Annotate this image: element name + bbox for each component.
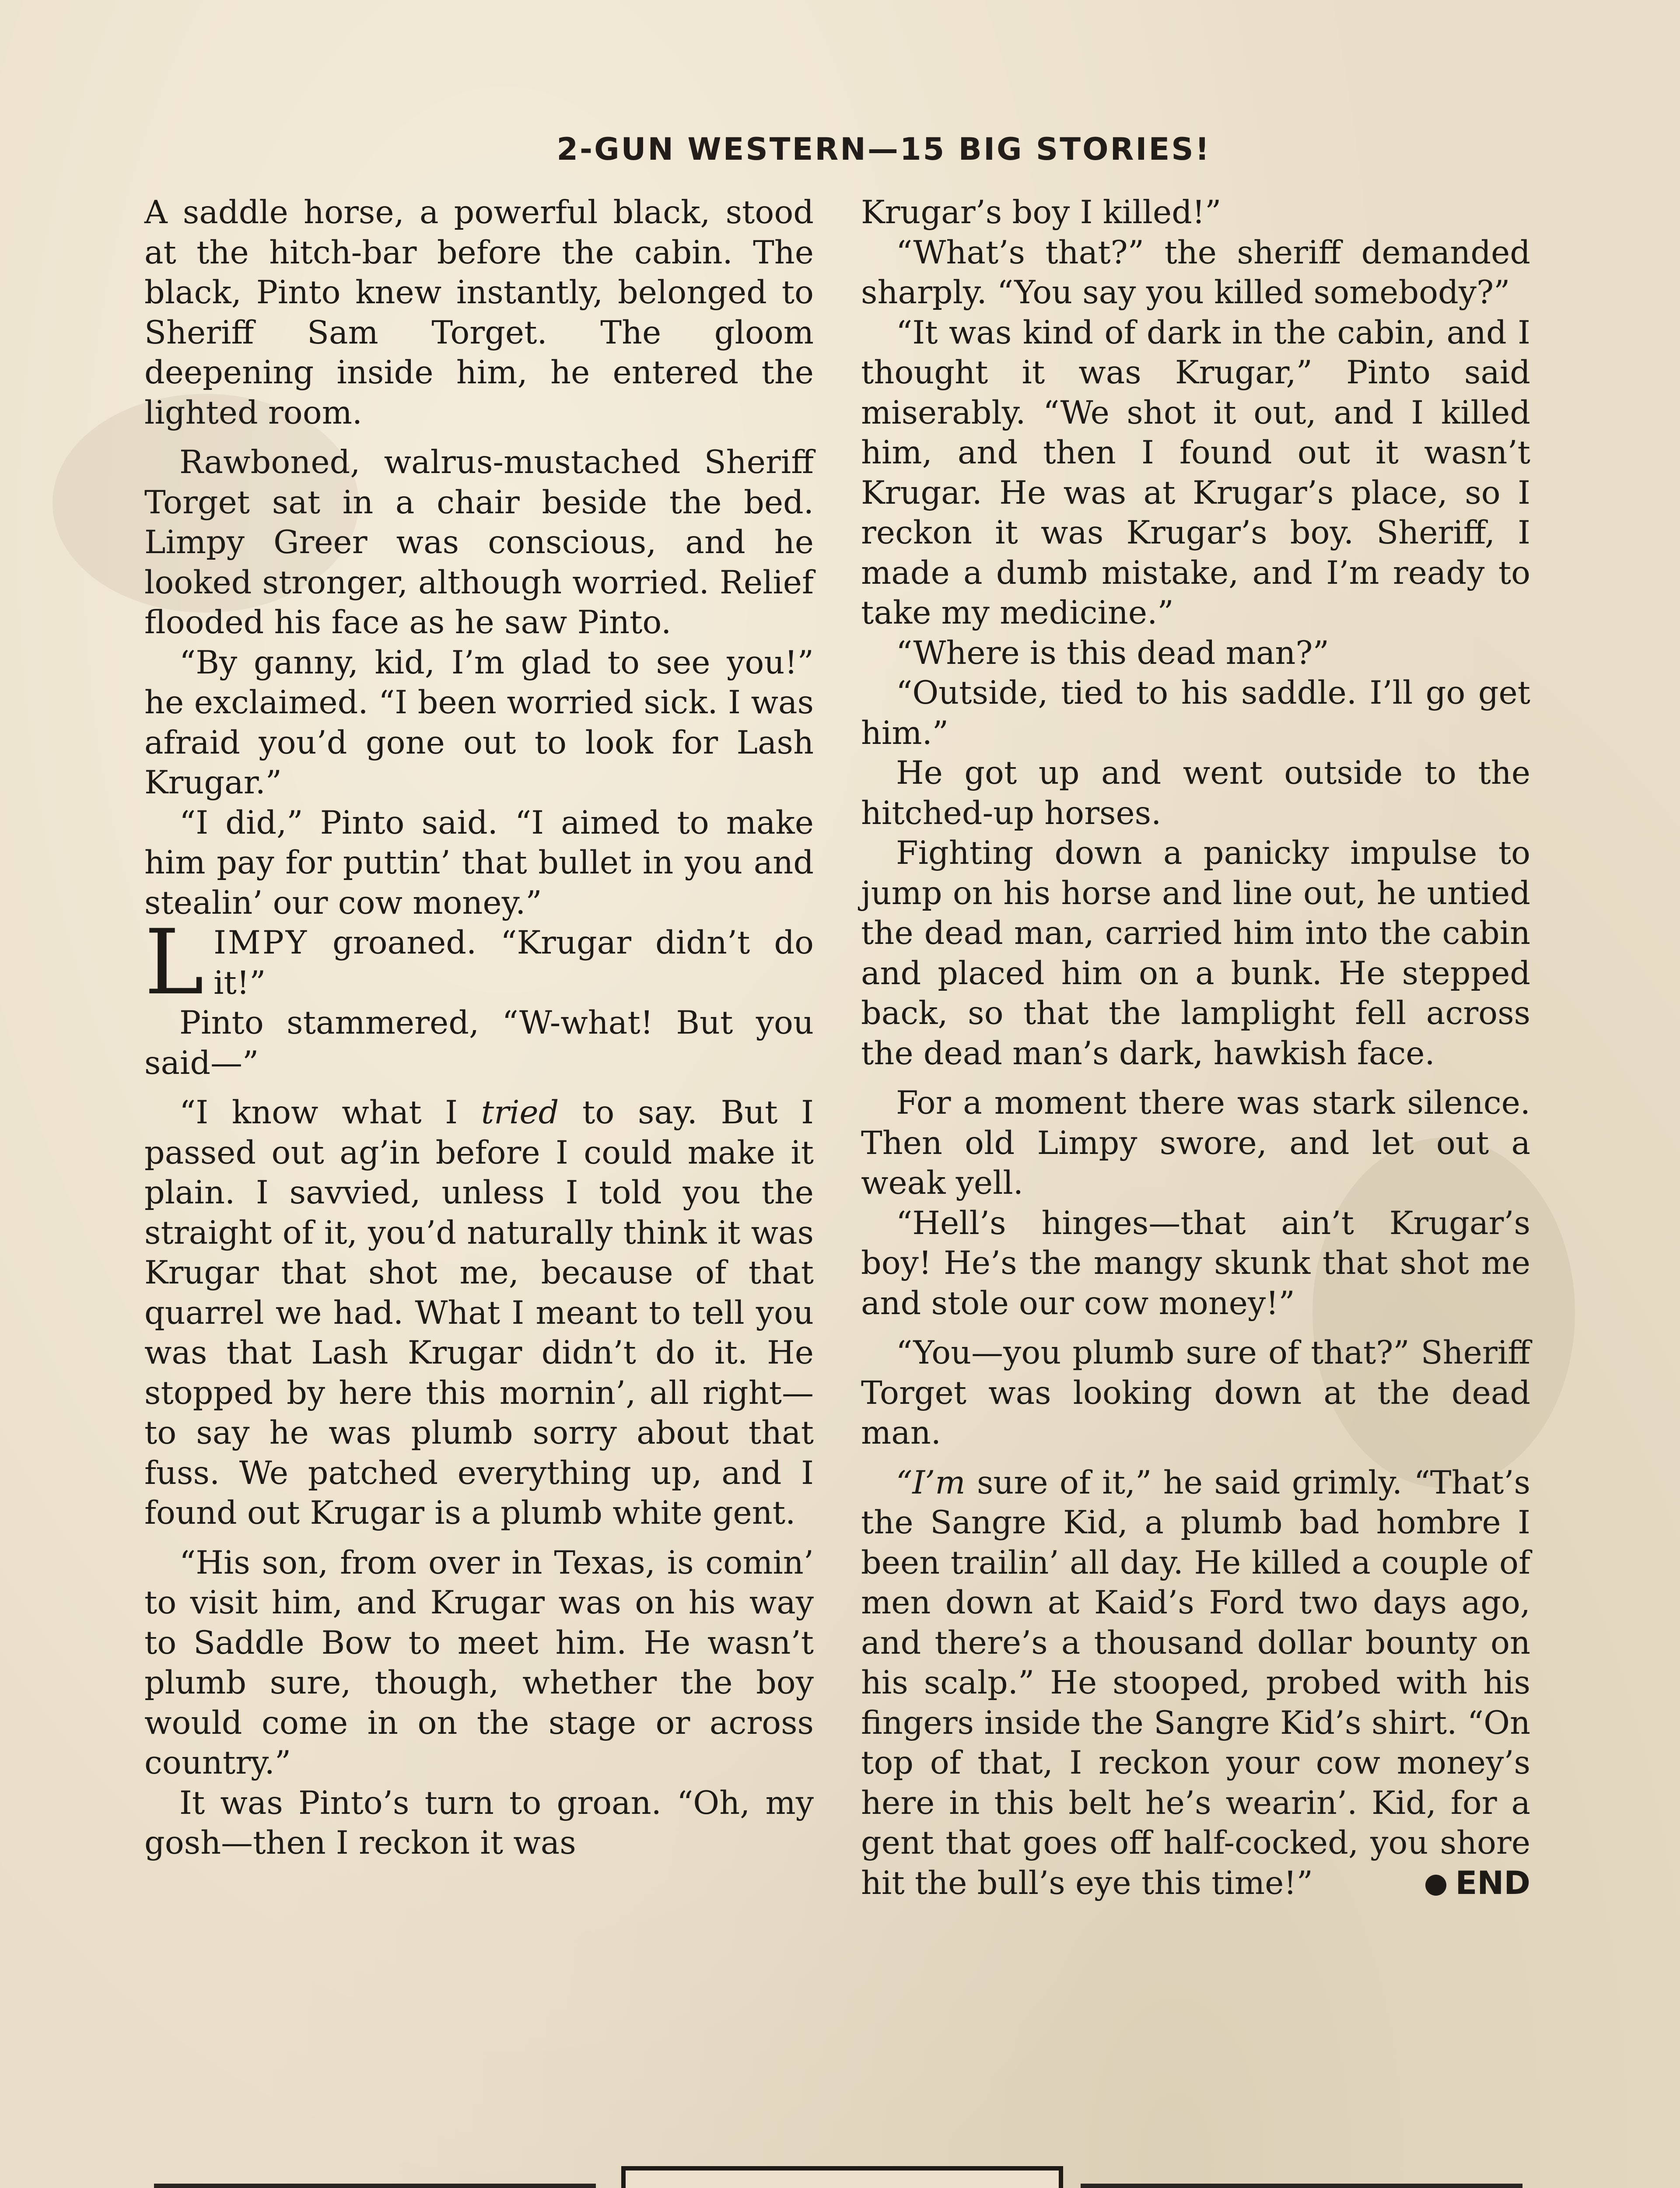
rule-line — [1081, 2184, 1522, 2188]
paragraph-text: groaned. “Krugar didn’t do it!” — [214, 924, 814, 1002]
dropcap-paragraph — [144, 911, 814, 1015]
paragraph — [144, 1093, 814, 1533]
right-column — [861, 193, 1530, 1903]
wolf-moon-emblem-icon — [626, 2170, 1059, 2188]
paragraph: “His son, from over in Texas, is comin’ to visit him, and Krugar was on his way to Saddle Bow to meet him. He wasn’t plumb sure, though, whether the boy would come in on the stage or across country.” — [144, 1544, 814, 1781]
end-marker — [1390, 1863, 1530, 1904]
emphasis-text: tried — [481, 1094, 559, 1131]
rule-line — [154, 2184, 596, 2188]
paragraph: “Hell’s hinges—that ain’t Krugar’s boy! He’s the mangy skunk that shot me and stole our cow money!” — [861, 1204, 1530, 1322]
paragraph: “You—you plumb sure of that?” Sheriff Torget was looking down at the dead man. — [861, 1334, 1530, 1452]
paragraph: He got up and went outside to the hitched-up horses. — [861, 754, 1530, 832]
bullet-icon — [1425, 1875, 1446, 1896]
paragraph: “By ganny, kid, I’m glad to see you!” he exclaimed. “I been worried sick. I was afraid you’d gone out to look for Lash Krugar.” — [144, 644, 814, 801]
end-label: END — [1455, 1864, 1530, 1902]
left-column — [144, 193, 814, 1863]
paragraph: “I did,” Pinto said. “I aimed to make him pay for puttin’ that bullet in you and stealin’ our cow money.” — [144, 804, 814, 922]
emblem-box — [621, 2166, 1063, 2188]
paragraph: Pinto stammered, “W-what! But you said—” — [144, 1004, 814, 1082]
running-header: 2-GUN WESTERN—15 BIG STORIES! — [556, 131, 1211, 167]
paragraph: For a moment there was stark silence. Then old Limpy swore, and let out a weak yell. — [861, 1084, 1530, 1202]
paragraph: “It was kind of dark in the cabin, and I thought it was Krugar,” Pinto said miserably. “We shot it out, and I killed him, and then I found out it wasn’t Krugar. He was at Krugar’s place, so I reckon it was Krugar’s boy. Sheriff, I made a dumb mistake, and I’m ready to take my medicine.” — [861, 314, 1530, 631]
paragraph: A saddle horse, a powerful black, stood at the hitch-bar before the cabin. The black, Pinto knew instantly, belonged to Sheriff Sam Torget. The gloom deepening inside him, he entered the lighted room. — [144, 194, 814, 431]
paragraph: Fighting down a panicky impulse to jump on his horse and line out, he untied the dead man, carried him into the cabin and placed him on a bunk. He stepped back, so that the lamplight fell across the dead man’s dark, hawkish face. — [861, 835, 1530, 1072]
paragraph: Rawboned, walrus-mustached Sheriff Torget sat in a chair beside the bed. Limpy Greer was conscious, and he looked stronger, although worried. Relief flooded his face as he saw Pinto. — [144, 444, 814, 641]
paragraph-text: to say. But I passed out ag’in before I could make it plain. I savvied, unless I told you the straight of it, you’d naturally think it was Krugar that shot me, because of that quarrel we had. What I meant to tell you was that Lash Krugar didn’t do it. He stopped by here this mornin’, all right—to say he was plumb sorry about that fuss. We patched everything up, and I found out Krugar is a plumb white gent. — [144, 1094, 814, 1532]
paragraph: “Outside, tied to his saddle. I’ll go get him.” — [861, 674, 1530, 752]
dropcap-word: IMPY — [214, 924, 309, 961]
paragraph: It was Pinto’s turn to groan. “Oh, my gosh—then I reckon it was — [144, 1784, 814, 1862]
paragraph: “What’s that?” the sheriff demanded sharply. “You say you killed somebody?” — [861, 234, 1530, 311]
emphasis-text: “I’m — [896, 1464, 966, 1501]
paragraph-text: sure of it,” he said grimly. “That’s the Sangre Kid, a plumb bad hombre I been trailin’ all day. He killed a couple of men down at Kaid’s Ford two days ago, and there’s a thousand dollar bounty on his scalp.” He stooped, probed with his fingers inside the Sangre Kid’s shirt. “On top of that, I reckon your cow money’s here in this belt he’s wearin’. Kid, for a gent that goes off half-cocked, you shore hit the bull’s eye this time!” — [861, 1464, 1530, 1902]
paragraph-text: “I know what I — [179, 1094, 481, 1131]
decorative-rules-left — [154, 2184, 596, 2188]
paragraph — [861, 1463, 1530, 1904]
paragraph: Krugar’s boy I killed!” — [861, 194, 1222, 231]
paragraph: “Where is this dead man?” — [896, 634, 1329, 672]
drop-cap: L — [144, 911, 204, 1015]
decorative-rules-right — [1081, 2184, 1522, 2188]
